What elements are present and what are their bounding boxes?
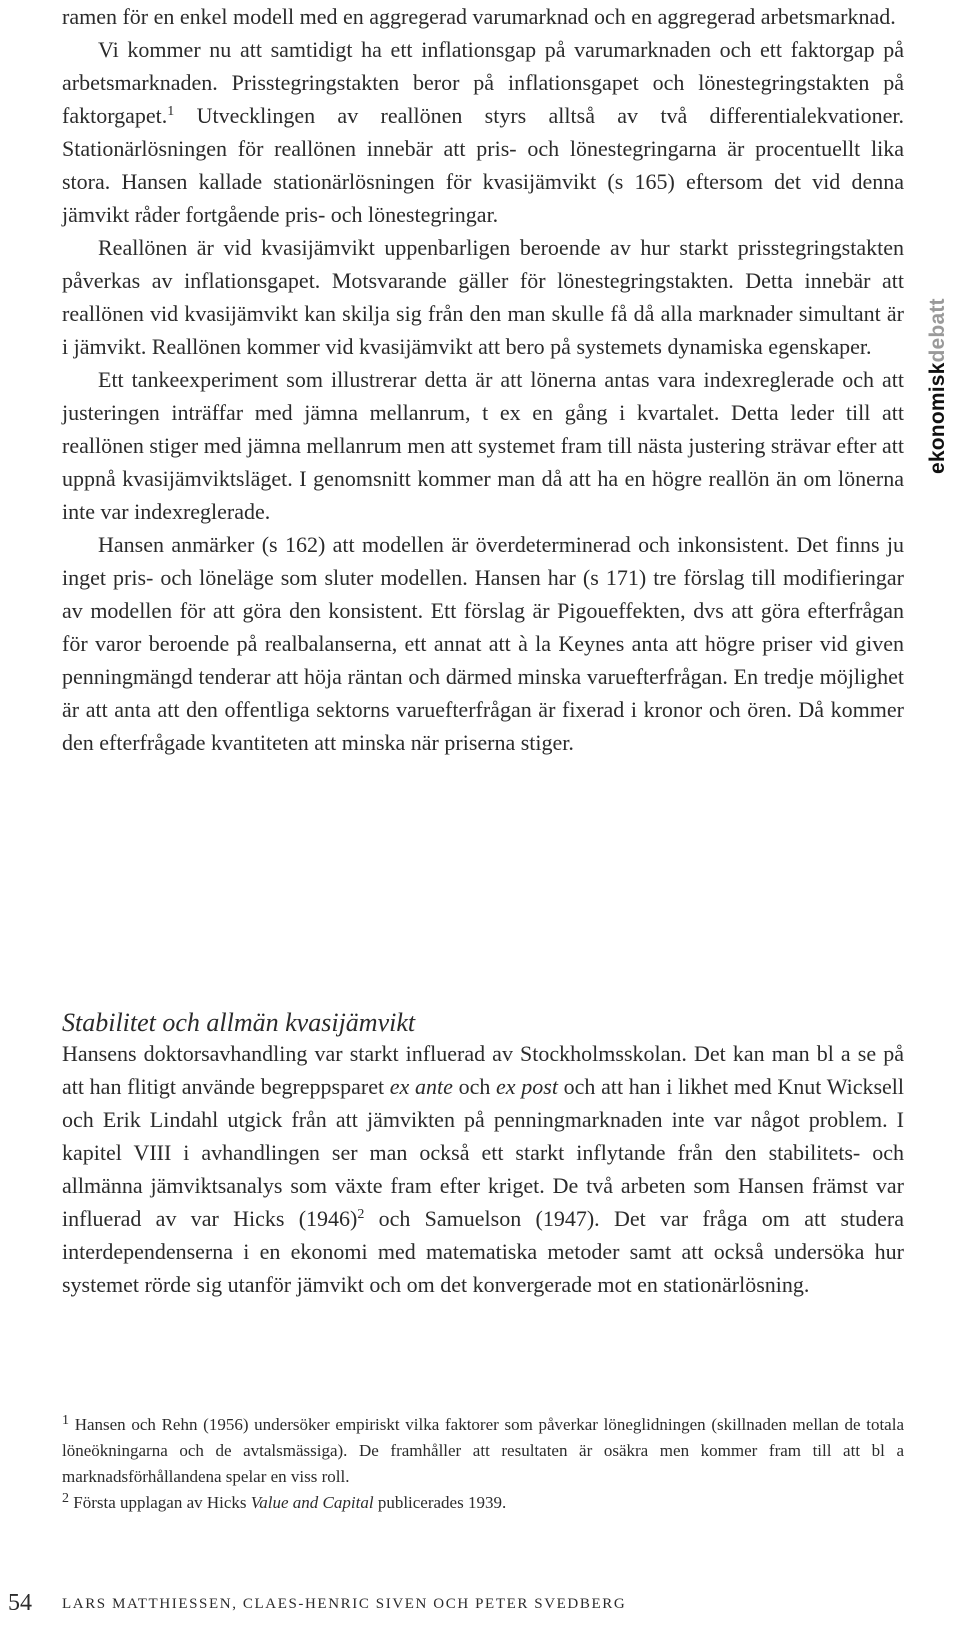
footnote-ref-2[interactable]: 2 — [357, 1207, 365, 1222]
paragraph-text: Hansens doktorsavhandling var starkt influerad av Stockholmsskolan. Det kan man bl a se på att han flitigt använde begreppsparet — [62, 1041, 904, 1099]
paragraph-continuation: ramen för en enkel modell med en aggregerad varumarknad och en aggregerad arbetsmarknad. — [62, 4, 896, 29]
paragraph — [62, 1037, 904, 1301]
page-number: 54 — [8, 1590, 32, 1616]
book-title: Value and Capital — [250, 1493, 374, 1512]
logo-part-debatt: debatt — [926, 298, 949, 363]
paragraph-text: och — [452, 1074, 497, 1099]
section-body — [62, 1037, 904, 1301]
footnote-text: publicerades 1939. — [373, 1493, 507, 1512]
paragraph: Reallönen är vid kvasijämvikt uppenbarligen beroende av hur starkt prisstegringstakten påverkas av inflationsgapet. Motsvarande gäller för lönestegringstakten. Detta innebär att reallönen vid kvasijämvikt kan skilja sig från den man skulle få då alla marknader simultant är i jämvikt. Reallönen kommer vid kvasijämvikt att bero på systemets dynamiska egenskaper. — [62, 235, 904, 359]
paragraph-text: och att han i likhet med Knut Wicksell och Erik Lindahl utgick från att jämvikten på penningmarknaden inte var något problem. I kapitel VIII i avhandlingen ser man också ett starkt inflytande från den stabilitets- och allmänna jämviktsanalys som växte fram efter kriget. De två arbeten som Hansen främst var influerad av var Hicks (1946) — [62, 1074, 905, 1231]
emphasis-ex-ante: ex ante — [389, 1074, 453, 1099]
journal-side-label — [918, 274, 958, 474]
footnote-text: Hansen och Rehn (1956) undersöker empiriskt vilka faktorer som påverkar löneglidningen (skillnaden mellan de totala löneökningarna och de avtalsmässiga). De framhåller att resultaten är osäkra men kommer fram till att bl a marknadsförhållandena spelar en viss roll. — [62, 1415, 904, 1486]
paragraph-text: Vi kommer nu att samtidigt ha ett inflationsgap på varumarknaden och ett faktorgap på arbetsmarknaden. Prisstegringstakten beror på inflationsgapet och lönestegringstakten på faktorgapet. — [62, 37, 904, 128]
footnote-text: Första upplagan av Hicks — [69, 1493, 251, 1512]
footnote-number: 2 — [62, 1491, 69, 1506]
footnote-1 — [62, 1412, 904, 1490]
running-footer-authors: LARS MATTHIESSEN, CLAES-HENRIC SIVEN OCH PETER SVEDBERG — [62, 1596, 627, 1612]
footnote-2 — [62, 1490, 904, 1516]
journal-logo — [926, 298, 950, 474]
paragraph-text: och Samuelson (1947). Det var fråga om att studera interdependenserna i en ekonomi med matematiska metoder samt att också undersöka hur systemet rörde sig utanför jämvikt och om det konvergerade mot en stationärlösning. — [62, 1206, 904, 1297]
footnote-number: 1 — [62, 1413, 69, 1428]
paragraph — [62, 33, 904, 231]
body-text — [62, 0, 904, 759]
footnote-ref-1[interactable]: 1 — [167, 104, 175, 119]
section-heading: Stabilitet och allmän kvasijämvikt — [62, 1008, 416, 1037]
paragraph: Hansen anmärker (s 162) att modellen är överdeterminerad och inkonsistent. Det finns ju inget pris- och löneläge som sluter modellen. Hansen har (s 171) tre förslag till modifieringar av modellen för att göra den konsistent. Ett förslag är Pigoueffekten, dvs att göra efterfrågan för varor beroende på realbalanserna, ett annat att à la Keynes anta att högre priser vid given penningmängd tenderar att höja räntan och därmed minska varuefterfrågan. En tredje möjlighet är att anta att den offentliga sektorns varuefterfrågan är fixerad i kronor och ören. Då kommer den efterfrågade kvantiteten att minska när priserna stiger. — [62, 532, 904, 755]
logo-part-ekonomisk: ekonomisk — [926, 362, 949, 474]
paragraph-text: Utvecklingen av reallönen styrs alltså av två differentialekvationer. Stationärlösningen för reallönen innebär att pris- och lönestegringarna är procentuellt lika stora. Hansen kallade stationärlösningen för kvasijämvikt (s 165) eftersom det vid denna jämvikt råder fortgående pris- och lönestegringar. — [62, 103, 904, 227]
footnotes — [62, 1412, 904, 1516]
emphasis-ex-post: ex post — [496, 1074, 558, 1099]
paragraph: Ett tankeexperiment som illustrerar detta är att lönerna antas vara indexreglerade och att justeringen inträffar med jämna mellanrum, t ex en gång i kvartalet. Detta leder till att reallönen stiger med jämna mellanrum men att systemet fram till nästa justering strävar efter att uppnå kvasijämviktsläget. I genomsnitt kommer man då att ha en högre reallön än om lönerna inte var indexreglerade. — [62, 367, 904, 524]
